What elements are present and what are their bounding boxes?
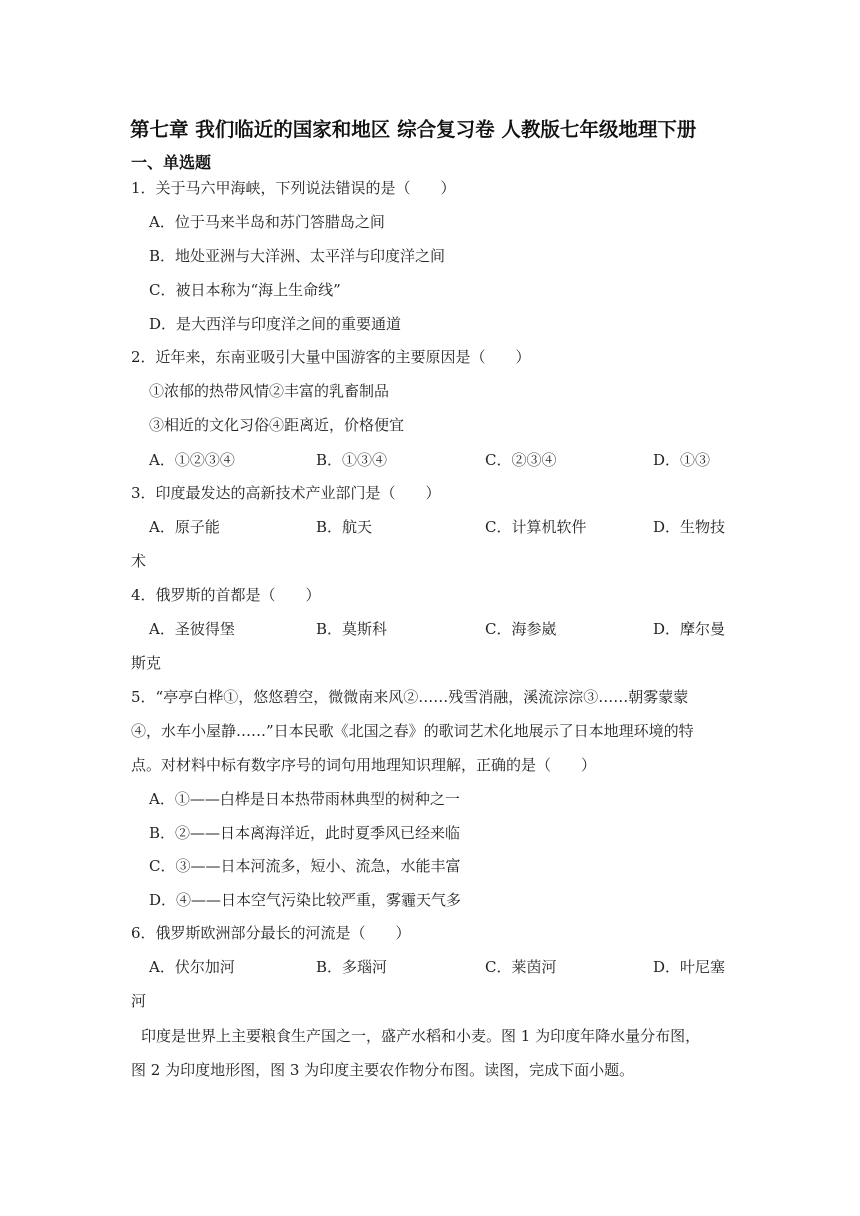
question-5-stem-line-1: 5．“亭亭白桦①，悠悠碧空，微微南来风②……残雪消融，溪流淙淙③……朝雾蒙蒙 <box>131 688 689 706</box>
question-1-option-c[interactable]: C．被日本称为“海上生命线” <box>149 281 341 299</box>
question-2-option-b[interactable]: B．①③④ <box>316 451 388 469</box>
question-3-option-c[interactable]: C．计算机软件 <box>485 518 587 536</box>
question-1-option-d[interactable]: D．是大西洋与印度洋之间的重要通道 <box>149 315 402 333</box>
question-2-material-1: ①浓郁的热带风情②丰富的乳畜制品 <box>149 382 390 400</box>
question-2-option-a[interactable]: A．①②③④ <box>149 451 235 469</box>
question-3-option-a[interactable]: A．原子能 <box>149 518 220 536</box>
question-3-stem: 3．印度最发达的高新技术产业部门是（ ） <box>131 484 441 502</box>
question-6-stem: 6．俄罗斯欧洲部分最长的河流是（ ） <box>131 924 411 942</box>
question-4-option-d[interactable]: D．摩尔曼 <box>653 620 726 638</box>
question-2-material-2: ③相近的文化习俗④距离近，价格便宜 <box>149 416 405 434</box>
passage-line-2: 图 2 为印度地形图，图 3 为印度主要农作物分布图。读图，完成下面小题。 <box>131 1061 635 1079</box>
question-5-stem-line-3: 点。对材料中标有数字序号的词句用地理知识理解，正确的是（ ） <box>131 756 597 774</box>
question-2-stem: 2．近年来，东南亚吸引大量中国游客的主要原因是（ ） <box>131 348 531 366</box>
question-4-option-c[interactable]: C．海参崴 <box>485 620 557 638</box>
question-1-option-a[interactable]: A．位于马来半岛和苏门答腊岛之间 <box>149 213 385 231</box>
question-6-option-d[interactable]: D．叶尼塞 <box>653 958 726 976</box>
question-6-option-a[interactable]: A．伏尔加河 <box>149 958 235 976</box>
question-6-option-b[interactable]: B．多瑙河 <box>316 958 388 976</box>
question-1-stem: 1．关于马六甲海峡，下列说法错误的是（ ） <box>131 179 456 197</box>
question-3-option-d[interactable]: D．生物技 <box>653 518 726 536</box>
question-4-option-d-wrap: 斯克 <box>131 654 162 672</box>
passage-line-1: 印度是世界上主要粮食生产国之一，盛产水稻和小麦。图 1 为印度年降水量分布图， <box>141 1027 701 1045</box>
question-2-option-c[interactable]: C．②③④ <box>485 451 557 469</box>
question-4-stem: 4．俄罗斯的首都是（ ） <box>131 586 321 604</box>
question-4-option-b[interactable]: B．莫斯科 <box>316 620 388 638</box>
question-6-option-c[interactable]: C．莱茵河 <box>485 958 557 976</box>
question-1-option-b[interactable]: B．地处亚洲与大洋洲、太平洋与印度洋之间 <box>149 247 446 265</box>
question-6-option-d-wrap: 河 <box>131 992 147 1010</box>
question-2-option-d[interactable]: D．①③ <box>653 451 711 469</box>
question-3-option-d-wrap: 术 <box>131 552 147 570</box>
document-title: 第七章 我们临近的国家和地区 综合复习卷 人教版七年级地理下册 <box>130 118 697 141</box>
question-5-stem-line-2: ④，水车小屋静……”日本民歌《北国之春》的歌词艺术化地展示了日本地理环境的特 <box>131 722 694 740</box>
question-5-option-d[interactable]: D．④——日本空气污染比较严重，雾霾天气多 <box>149 891 462 909</box>
question-3-option-b[interactable]: B．航天 <box>316 518 373 536</box>
section-heading: 一、单选题 <box>131 153 212 172</box>
question-5-option-a[interactable]: A．①——白桦是日本热带雨林典型的树种之一 <box>149 790 460 808</box>
question-5-option-b[interactable]: B．②——日本离海洋近，此时夏季风已经来临 <box>149 824 461 842</box>
question-5-option-c[interactable]: C．③——日本河流多，短小、流急，水能丰富 <box>149 857 461 875</box>
question-4-option-a[interactable]: A．圣彼得堡 <box>149 620 235 638</box>
